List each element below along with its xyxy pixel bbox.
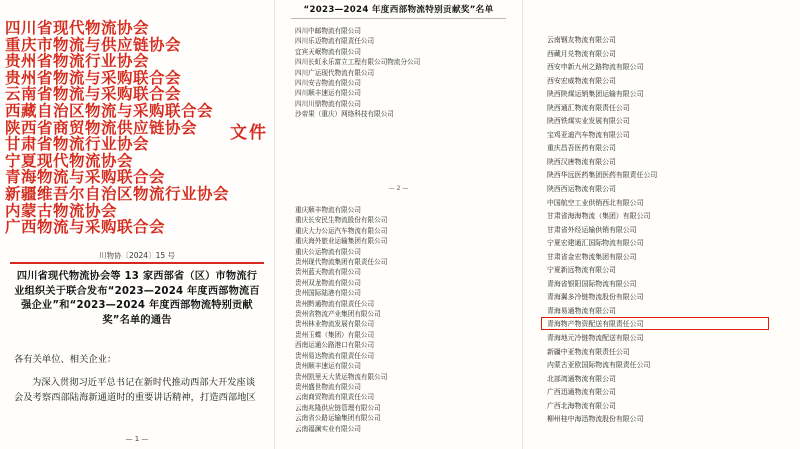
body-paragraph: 各有关单位、相关企业： — [14, 354, 117, 365]
list-item: 四川乐迈物流有限责任公司 — [295, 37, 375, 46]
list-item: 贵州林业物流发展有限公司 — [295, 320, 375, 329]
list-item: 重庆公运物流有限公司 — [295, 247, 361, 256]
list-item: 西安宏威物流有限公司 — [547, 76, 616, 85]
list-item-highlighted: 青海物产物资配送有限责任公司 — [547, 320, 644, 329]
letterhead-line: 广西物流与采购联合会 — [5, 218, 166, 237]
list-item: 重庆长安民生物流股份有限公司 — [295, 216, 388, 225]
highlight-box — [541, 317, 769, 330]
letterhead-line: 贵州省物流与采购联合会 — [5, 68, 182, 87]
list-item: 新疆中亚物流有限责任公司 — [547, 347, 630, 356]
list-item: 内蒙古亚欧国际物流有限责任公司 — [547, 361, 651, 370]
list-item: 贵州玉蝶（集团）有限公司 — [295, 330, 375, 339]
list-item: 贵州盛世物流有限公司 — [295, 382, 361, 391]
letterhead-line: 重庆市物流与供应链协会 — [5, 35, 182, 54]
list-item: 甘肃省外经运输供销有限公司 — [547, 225, 637, 234]
list-item: 云南福澜实业有限公司 — [295, 424, 361, 433]
list-item: 重庆海外旅业运输集团有限公司 — [295, 237, 388, 246]
letterhead-line: 西藏自治区物流与采购联合会 — [5, 101, 214, 120]
letterhead-line: 云南省物流与采购联合会 — [5, 85, 182, 104]
letterhead-line: 宁夏现代物流协会 — [5, 151, 134, 170]
left-page-number: — 1 — — [125, 435, 149, 443]
list-item: 云南省公路运输集团有限公司 — [295, 414, 381, 423]
list-item: 重庆顺丰物流有限公司 — [295, 206, 361, 214]
letterhead-line: 贵州省物流行业协会 — [5, 52, 150, 71]
list-item: 四川广运现代物流有限公司 — [295, 68, 375, 77]
document-number: 川物协〔2024〕15 号 — [98, 251, 175, 260]
list-item: 四川中邮物流有限公司 — [295, 27, 361, 35]
list-item: 青海易通物流有限公司 — [547, 306, 616, 315]
list-item: 宁夏新远物流有限公司 — [547, 266, 616, 275]
list-item: 贵州蓝天物流有限公司 — [295, 268, 361, 277]
list-item: 柳州桂中海迅物流股份有限公司 — [547, 415, 644, 424]
list-item: 西南运通公路港口有限公司 — [295, 341, 375, 350]
list-item: 陕西铁煤实业发展有限公司 — [547, 117, 630, 126]
right-list-panel — [523, 0, 800, 449]
list-item: 贵州双龙物流有限公司 — [295, 278, 361, 287]
list-item: 贵州省物流产业集团有限公司 — [295, 310, 381, 319]
list-item: 宜宾天岷物流有限公司 — [295, 47, 361, 56]
list-item: 北部湾通物流有限公司 — [547, 374, 616, 383]
list-item: 贵州现代物流集团有限责任公司 — [295, 258, 388, 267]
letterhead-line: 四川省现代物流协会 — [5, 19, 150, 37]
list-item: 陕西通汇物流有限责任公司 — [547, 103, 630, 112]
letterhead-line: 新疆维吾尔自治区物流行业协会 — [5, 184, 230, 203]
letterhead-line: 甘肃省物流行业协会 — [5, 135, 150, 154]
red-divider-rule — [10, 262, 264, 264]
list-item: 贵州易达物流有限责任公司 — [295, 351, 375, 360]
middle-page-number: — 2 — — [388, 185, 409, 192]
list-item: 中国航空工业供销西北有限公司 — [547, 198, 644, 207]
list-item: 陕西华远医药集团医药有限责任公司 — [547, 171, 658, 180]
letterhead-line: 内蒙古物流协会 — [5, 201, 118, 220]
list-item: 陕西汉唐物流有限公司 — [547, 157, 616, 166]
list-item: 四川川鼎物流有限公司 — [295, 99, 361, 108]
letterhead-line: 陕西省商贸物流供应链协会 — [5, 118, 198, 137]
list-item: 青海省银阳国际物流有限公司 — [547, 279, 637, 288]
list-item: 云南商贸物流有限责任公司 — [295, 393, 375, 402]
list-item: 贵州凯里天大货运物流有限公司 — [295, 372, 388, 381]
document-body — [14, 352, 260, 413]
list-item: 重庆大力公运汽车物流有限公司 — [295, 226, 388, 235]
list-item: 广西北海物流有限公司 — [547, 401, 616, 410]
list-item: 贵州国际陆港有限公司 — [295, 289, 361, 298]
award-list-right — [547, 34, 788, 427]
list-item: 广西迅通物流有限公司 — [547, 388, 616, 397]
wenjian-label: 文件 — [230, 123, 268, 143]
list-item: 青海地元冷链物流配送有限公司 — [547, 334, 644, 343]
middle-list-panel — [275, 0, 523, 449]
list-item: 陕西陕煤运销集团运输有限公司 — [547, 90, 644, 99]
list-item: 四川顺丰速运有限公司 — [295, 89, 361, 98]
list-item: 甘肃省海海物流（集团）有限公司 — [547, 212, 651, 221]
body-paragraph: 为深入贯彻习近平总书记在新时代推动西部大开发座谈会及考察西部陆海新通道时的重要讲话精神，打造西部地区 — [14, 376, 256, 403]
document-title: 四川省现代物流协会等 13 家西部省（区）市物流行业组织关于联合发布“2023—2024 年度西部物流百强企业”和“2023—2024 年度西部物流特别贡献奖”名单的通告 — [14, 271, 260, 326]
list-item: 云南钢友物流有限公司 — [547, 36, 616, 44]
list-item: 陕西西运物流有限公司 — [547, 185, 616, 194]
list-item: 青海翼多冷链物流股份有限公司 — [547, 293, 644, 302]
list-item: 四川安吉物流有限公司 — [295, 79, 361, 88]
list-item: 宝鸡亚迪汽车物流有限公司 — [547, 130, 630, 139]
list-item: 沙帝果（重庆）网络科技有限公司 — [295, 110, 394, 119]
list-item: 甘肃省金宏物流集团有限公司 — [547, 252, 637, 261]
award-list-title: “2023—2024 年度西部物流特别贡献奖”名单 — [303, 5, 494, 15]
list-item: 宁夏宏建通汇国际物流有限公司 — [547, 239, 644, 248]
award-list-top — [295, 26, 512, 120]
list-item: 贵州黔通物流有限责任公司 — [295, 299, 375, 308]
list-item: 重庆昌吾医药有限公司 — [547, 144, 616, 153]
letterhead-line: 青海物流与采购联合会 — [5, 168, 166, 187]
list-item: 西藏月兑物流有限公司 — [547, 49, 616, 58]
list-item: 贵州顺丰速运有限公司 — [295, 362, 361, 371]
award-list-bottom — [295, 205, 512, 434]
list-item: 云南兆隆供应链管理有限公司 — [295, 403, 381, 412]
title-divider — [291, 18, 506, 19]
list-item: 西安申新九州之路物流有限公司 — [547, 63, 644, 72]
left-document-panel — [0, 0, 275, 449]
list-item: 四川长虹永乐富立工程有限公司物流分公司 — [295, 58, 421, 67]
